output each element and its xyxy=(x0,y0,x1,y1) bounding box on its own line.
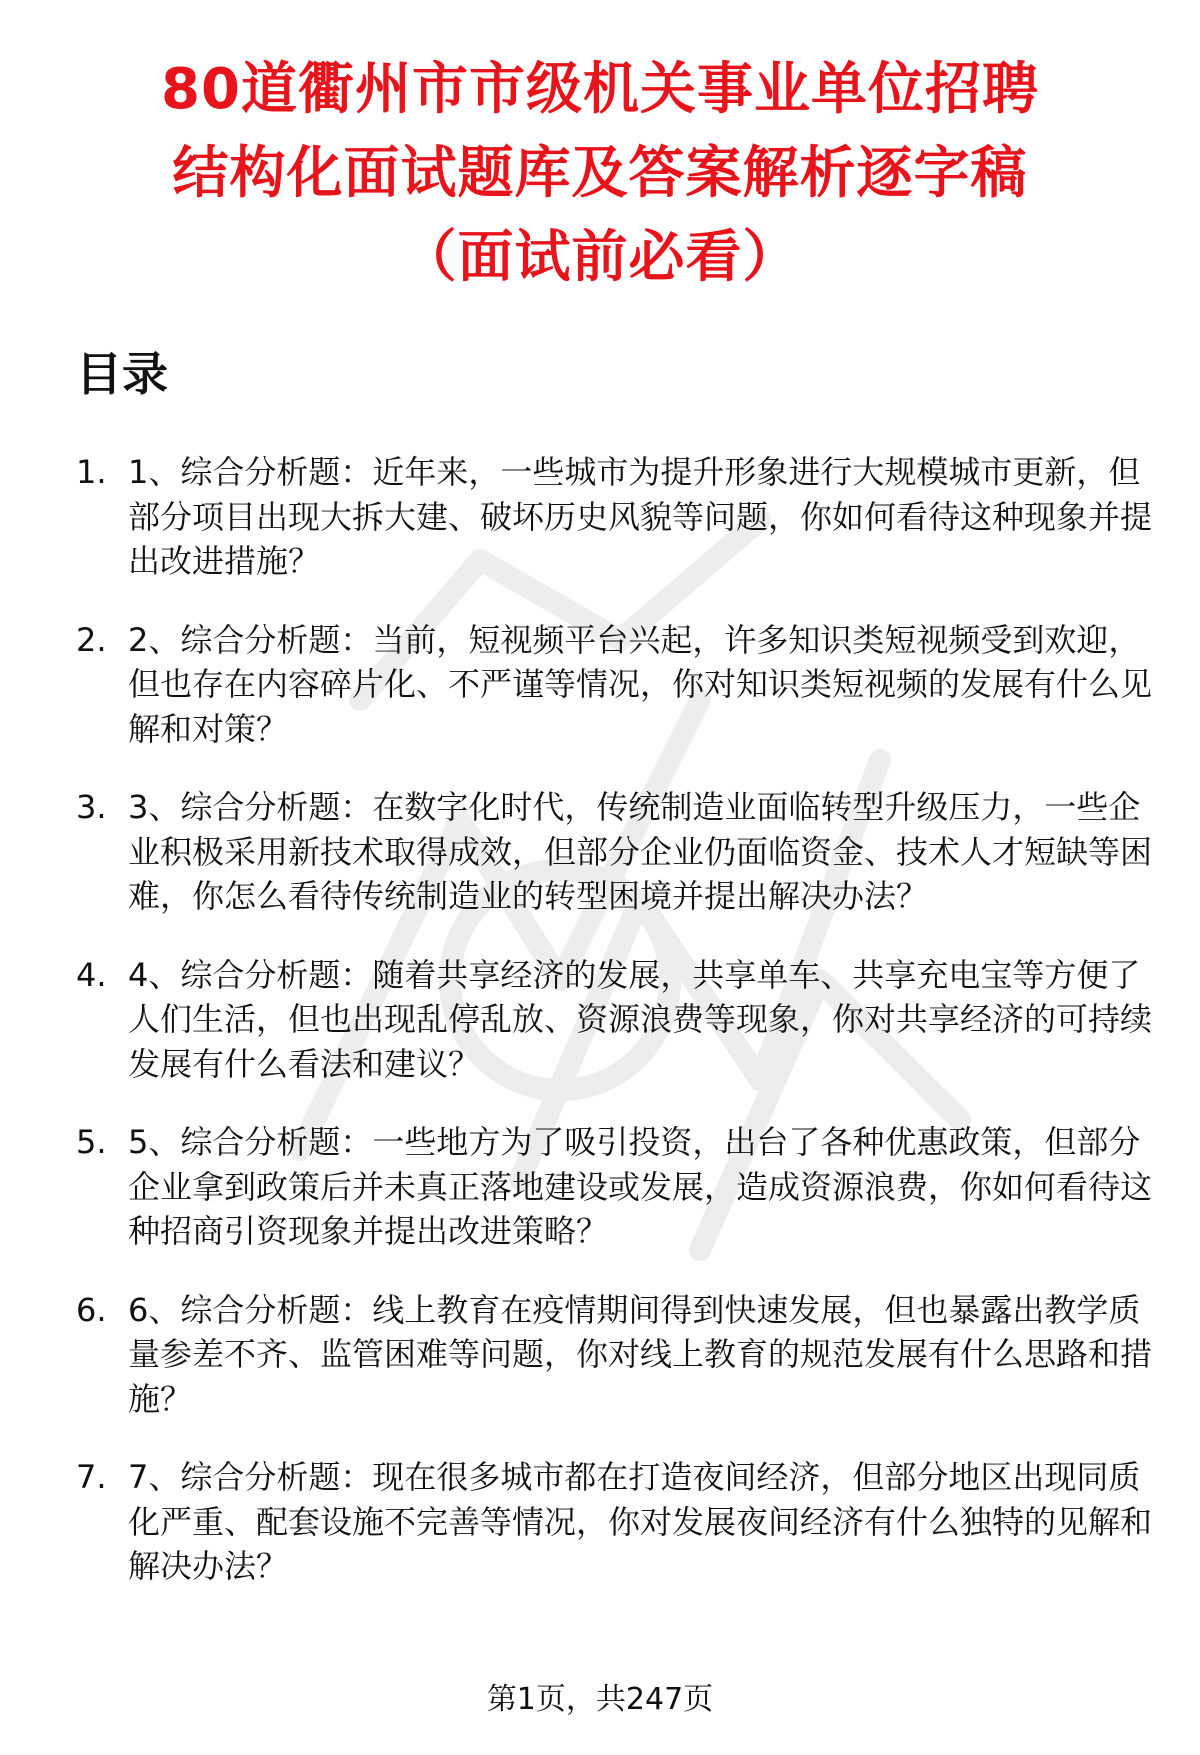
toc-item-number: 2. xyxy=(76,620,107,659)
toc-item[interactable] xyxy=(76,785,1156,919)
toc-item-number: 5. xyxy=(76,1123,107,1161)
toc-item-text: 6、综合分析题：线上教育在疫情期间得到快速发展，但也暴露出教学质量参差不齐、监管困难等问题，你对线上教育的规范发展有什么思路和措施？ xyxy=(128,1290,1153,1418)
toc-item-text: 5、综合分析题：一些地方为了吸引投资，出台了各种优惠政策，但部分企业拿到政策后并未真正落地建设或发展，造成资源浪费，你如何看待这种招商引资现象并提出改进策略？ xyxy=(128,1123,1153,1250)
toc-item[interactable] xyxy=(76,953,1156,1087)
toc-item[interactable] xyxy=(76,450,1156,584)
toc-item[interactable] xyxy=(76,1288,1156,1422)
toc-item[interactable] xyxy=(76,618,1156,752)
toc-item-number: 1. xyxy=(76,453,107,491)
page-number-footer: 第1页，共247页 xyxy=(486,1682,714,1717)
toc-item-number: 7. xyxy=(76,1458,107,1496)
toc-item-number: 3. xyxy=(76,788,107,826)
toc-item-text: 7、综合分析题：现在很多城市都在打造夜间经济，但部分地区出现同质化严重、配套设施不完善等情况，你对发展夜间经济有什么独特的见解和解决办法？ xyxy=(128,1458,1153,1585)
document-title xyxy=(60,48,1140,300)
toc-item-number: 4. xyxy=(76,955,107,994)
toc-item[interactable] xyxy=(76,1455,1156,1589)
title-line-1: 80道衢州市市级机关事业单位招聘 xyxy=(161,57,1039,122)
toc-item-text: 4、综合分析题：随着共享经济的发展，共享单车、共享充电宝等方便了人们生活，但也出现乱停乱放、资源浪费等现象，你对共享经济的可持续发展有什么看法和建议？ xyxy=(128,955,1153,1083)
toc-item-text: 2、综合分析题：当前，短视频平台兴起，许多知识类短视频受到欢迎，但也存在内容碎片化、不严谨等情况，你对知识类短视频的发展有什么见解和对策？ xyxy=(128,620,1153,748)
toc-item-number: 6. xyxy=(76,1290,107,1329)
toc-item[interactable] xyxy=(76,1120,1156,1254)
toc-list xyxy=(76,450,1156,1623)
toc-item-text: 3、综合分析题：在数字化时代，传统制造业面临转型升级压力，一些企业积极采用新技术取得成效，但部分企业仍面临资金、技术人才短缺等困难，你怎么看待传统制造业的转型困境并提出解决办法？ xyxy=(128,788,1153,915)
toc-item-text: 1、综合分析题：近年来，一些城市为提升形象进行大规模城市更新，但部分项目出现大拆大建、破坏历史风貌等问题，你如何看待这种现象并提出改进措施？ xyxy=(128,453,1153,580)
title-line-2: 结构化面试题库及答案解析逐字稿 xyxy=(172,141,1028,206)
toc-heading: 目录 xyxy=(76,347,168,401)
title-line-3: （面试前必看） xyxy=(400,225,800,290)
